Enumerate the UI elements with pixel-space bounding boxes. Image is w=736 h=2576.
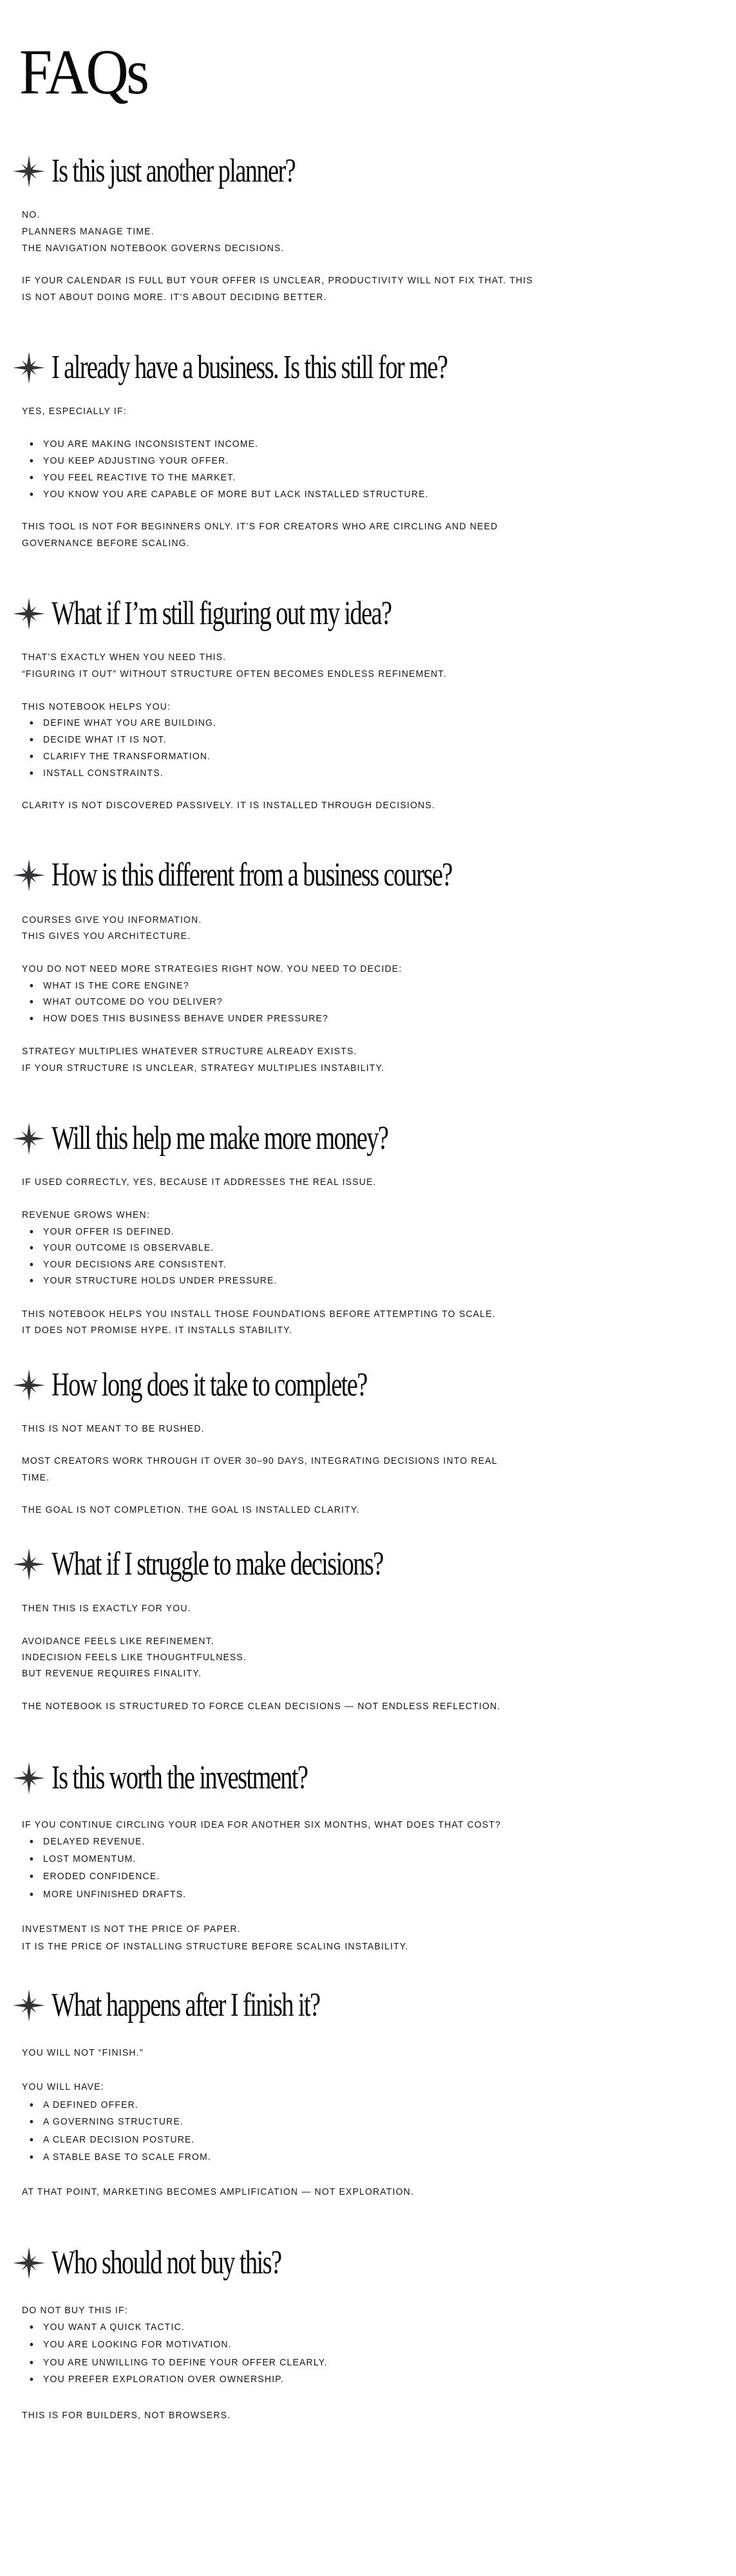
answer-bullet: CLARIFY THE TRANSFORMATION. [43,750,211,763]
answer-line: REVENUE GROWS WHEN: [22,1209,150,1220]
answer-bullet: YOU FEEL REACTIVE TO THE MARKET. [43,471,236,484]
sparkle-star-icon [13,859,45,891]
faq-question-text: Who should not buy this? [52,2244,281,2281]
answer-bullet: YOUR DECISIONS ARE CONSISTENT. [43,1258,227,1271]
bullet-dot [30,1230,33,1233]
answer-line: YOU WILL HAVE: [22,2081,104,2092]
bullet-dot [30,1875,33,1878]
bullet-dot [30,1857,33,1861]
answer-bullet: YOU ARE LOOKING FOR MOTIVATION. [43,2338,232,2351]
faq-question [13,1119,506,1158]
answer-line: COURSES GIVE YOU INFORMATION. [22,914,202,925]
answer-line: TIME. [22,1472,50,1483]
answer-line: THIS IS FOR BUILDERS, NOT BROWSERS. [22,2410,231,2421]
answer-line: IF USED CORRECTLY, YES, BECAUSE IT ADDRESSES THE REAL ISSUE. [22,1177,377,1188]
answer-line: CLARITY IS NOT DISCOVERED PASSIVELY. IT IS INSTALLED THROUGH DECISIONS. [22,800,435,811]
sparkle-star-icon [13,1369,45,1401]
sparkle-star-icon [13,1989,45,2022]
answer-bullet: YOU KEEP ADJUSTING YOUR OFFER. [43,455,229,468]
faq-question [13,1545,499,1584]
sparkle-star-icon [13,598,45,630]
answer-line: THAT’S EXACTLY WHEN YOU NEED THIS. [22,652,227,663]
answer-line: DO NOT BUY THIS IF: [22,2305,128,2316]
faq-question-text: I already have a business. Is this still for me? [52,349,448,386]
answer-bullet: DECIDE WHAT IT IS NOT. [43,734,167,746]
answer-line: THIS IS NOT MEANT TO BE RUSHED. [22,1423,205,1434]
bullet-dot [30,738,33,741]
bullet-dot [30,1279,33,1282]
answer-line: IF YOUR CALENDAR IS FULL BUT YOUR OFFER IS UNCLEAR, PRODUCTIVITY WILL NOT FIX THAT. THIS [22,275,533,286]
answer-line: INDECISION FEELS LIKE THOUGHTFULNESS. [22,1652,247,1663]
sparkle-star-icon [13,352,45,384]
bullet-dot [30,2120,33,2123]
answer-line: IS NOT ABOUT DOING MORE. IT’S ABOUT DECIDING BETTER. [22,292,327,303]
faq-question-text: How is this different from a business course? [52,857,452,893]
faq-question-text: What if I’m still figuring out my idea? [52,595,392,632]
answer-bullet: ERODED CONFIDENCE. [43,1870,160,1883]
faq-question [13,2244,362,2282]
sparkle-star-icon [13,2247,45,2279]
answer-bullet: A DEFINED OFFER. [43,2099,138,2112]
answer-line: THE NAVIGATION NOTEBOOK GOVERNS DECISIONS. [22,243,285,254]
answer-bullet: YOU ARE UNWILLING TO DEFINE YOUR OFFER CLEARLY. [43,2356,328,2369]
faq-question [13,594,511,633]
answer-line: THE NOTEBOOK IS STRUCTURED TO FORCE CLEAN DECISIONS — NOT ENDLESS REFLECTION. [22,1701,501,1712]
answer-line: PLANNERS MANAGE TIME. [22,226,155,237]
bullet-dot [30,2325,33,2329]
answer-line: IF YOUR STRUCTURE IS UNCLEAR, STRATEGY MULTIPLIES INSTABILITY. [22,1063,385,1074]
faq-question-text: What if I struggle to make decisions? [52,1546,383,1582]
answer-line: THIS TOOL IS NOT FOR BEGINNERS ONLY. IT’S FOR CREATORS WHO ARE CIRCLING AND NEED [22,521,498,532]
answer-line: NO. [22,209,41,220]
answer-line: STRATEGY MULTIPLIES WHATEVER STRUCTURE ALREADY EXISTS. [22,1046,357,1057]
answer-bullet: YOU ARE MAKING INCONSISTENT INCOME. [43,438,258,451]
faq-question [13,1366,478,1405]
bullet-dot [30,984,33,987]
bullet-dot [30,1840,33,1843]
answer-line: BUT REVENUE REQUIRES FINALITY. [22,1668,202,1679]
bullet-dot [30,493,33,496]
answer-line: IF YOU CONTINUE CIRCLING YOUR IDEA FOR ANOTHER SIX MONTHS, WHAT DOES THAT COST? [22,1819,502,1830]
answer-bullet: YOU WANT A QUICK TACTIC. [43,2321,185,2334]
bullet-dot [30,1263,33,1266]
bullet-dot [30,2103,33,2107]
answer-line: INVESTMENT IS NOT THE PRICE OF PAPER. [22,1924,241,1935]
answer-bullet: YOU PREFER EXPLORATION OVER OWNERSHIP. [43,2373,284,2386]
answer-line: AT THAT POINT, MARKETING BECOMES AMPLIFICATION — NOT EXPLORATION. [22,2186,415,2197]
answer-line: YOU WILL NOT “FINISH.” [22,2047,144,2058]
answer-bullet: DELAYED REVENUE. [43,1835,146,1848]
sparkle-star-icon [13,1762,45,1794]
answer-line: IT DOES NOT PROMISE HYPE. IT INSTALLS STABILITY. [22,1325,293,1336]
bullet-dot [30,1017,33,1020]
bullet-dot [30,2343,33,2346]
bullet-dot [30,2155,33,2159]
answer-bullet: INSTALL CONSTRAINTS. [43,767,164,780]
answer-bullet: DEFINE WHAT YOU ARE BUILDING. [43,717,216,730]
bullet-dot [30,476,33,479]
answer-line: AVOIDANCE FEELS LIKE REFINEMENT. [22,1636,214,1647]
page-title: FAQs [19,36,147,108]
faq-question-text: How long does it take to complete? [52,1367,367,1403]
answer-line: MOST CREATORS WORK THROUGH IT OVER 30–90 DAYS, INTEGRATING DECISIONS INTO REAL [22,1455,498,1466]
answer-line: YES, ESPECIALLY IF: [22,406,127,417]
answer-bullet: HOW DOES THIS BUSINESS BEHAVE UNDER PRESSURE? [43,1012,328,1025]
answer-line: THEN THIS IS EXACTLY FOR YOU. [22,1603,191,1614]
bullet-dot [30,459,33,462]
bullet-dot [30,755,33,758]
answer-line: THIS NOTEBOOK HELPS YOU: [22,701,171,712]
answer-line: THIS GIVES YOU ARCHITECTURE. [22,931,191,942]
bullet-dot [30,1000,33,1003]
answer-line: “FIGURING IT OUT” WITHOUT STRUCTURE OFTEN BECOMES ENDLESS REFINEMENT. [22,668,447,679]
bullet-dot [30,1246,33,1249]
sparkle-star-icon [13,155,45,187]
answer-line: THIS NOTEBOOK HELPS YOU INSTALL THOSE FOUNDATIONS BEFORE ATTEMPTING TO SCALE. [22,1309,496,1320]
answer-bullet: MORE UNFINISHED DRAFTS. [43,1888,186,1901]
faq-question-text: Is this just another planner? [52,153,296,189]
answer-bullet: YOU KNOW YOU ARE CAPABLE OF MORE BUT LACK INSTALLED STRUCTURE. [43,488,429,501]
faq-question [13,1759,397,1797]
faq-question-text: Will this help me make more money? [52,1120,388,1157]
bullet-dot [30,772,33,775]
answer-bullet: YOUR OFFER IS DEFINED. [43,1226,175,1238]
answer-bullet: A GOVERNING STRUCTURE. [43,2116,184,2128]
answer-line: YOU DO NOT NEED MORE STRATEGIES RIGHT NOW. YOU NEED TO DECIDE: [22,963,402,974]
faq-question [13,152,381,191]
answer-line: GOVERNANCE BEFORE SCALING. [22,538,190,549]
bullet-dot [30,442,33,446]
faq-question-text: Is this worth the investment? [52,1759,308,1796]
faq-question [13,348,586,387]
answer-bullet: LOST MOMENTUM. [43,1853,137,1866]
answer-bullet: WHAT IS THE CORE ENGINE? [43,980,189,992]
sparkle-star-icon [13,1548,45,1580]
bullet-dot [30,1893,33,1896]
faq-question [13,1986,414,2025]
sparkle-star-icon [13,1122,45,1155]
faq-question-text: What happens after I finish it? [52,1987,320,2023]
answer-line: THE GOAL IS NOT COMPLETION. THE GOAL IS INSTALLED CLARITY. [22,1504,360,1515]
answer-bullet: A STABLE BASE TO SCALE FROM. [43,2151,211,2164]
answer-bullet: WHAT OUTCOME DO YOU DELIVER? [43,996,223,1009]
bullet-dot [30,2138,33,2141]
answer-bullet: A CLEAR DECISION POSTURE. [43,2134,195,2146]
bullet-dot [30,2361,33,2364]
bullet-dot [30,721,33,724]
bullet-dot [30,2378,33,2381]
answer-line: IT IS THE PRICE OF INSTALLING STRUCTURE BEFORE SCALING INSTABILITY. [22,1941,409,1952]
faq-question [13,856,592,895]
answer-bullet: YOUR OUTCOME IS OBSERVABLE. [43,1242,214,1255]
answer-bullet: YOUR STRUCTURE HOLDS UNDER PRESSURE. [43,1274,278,1287]
